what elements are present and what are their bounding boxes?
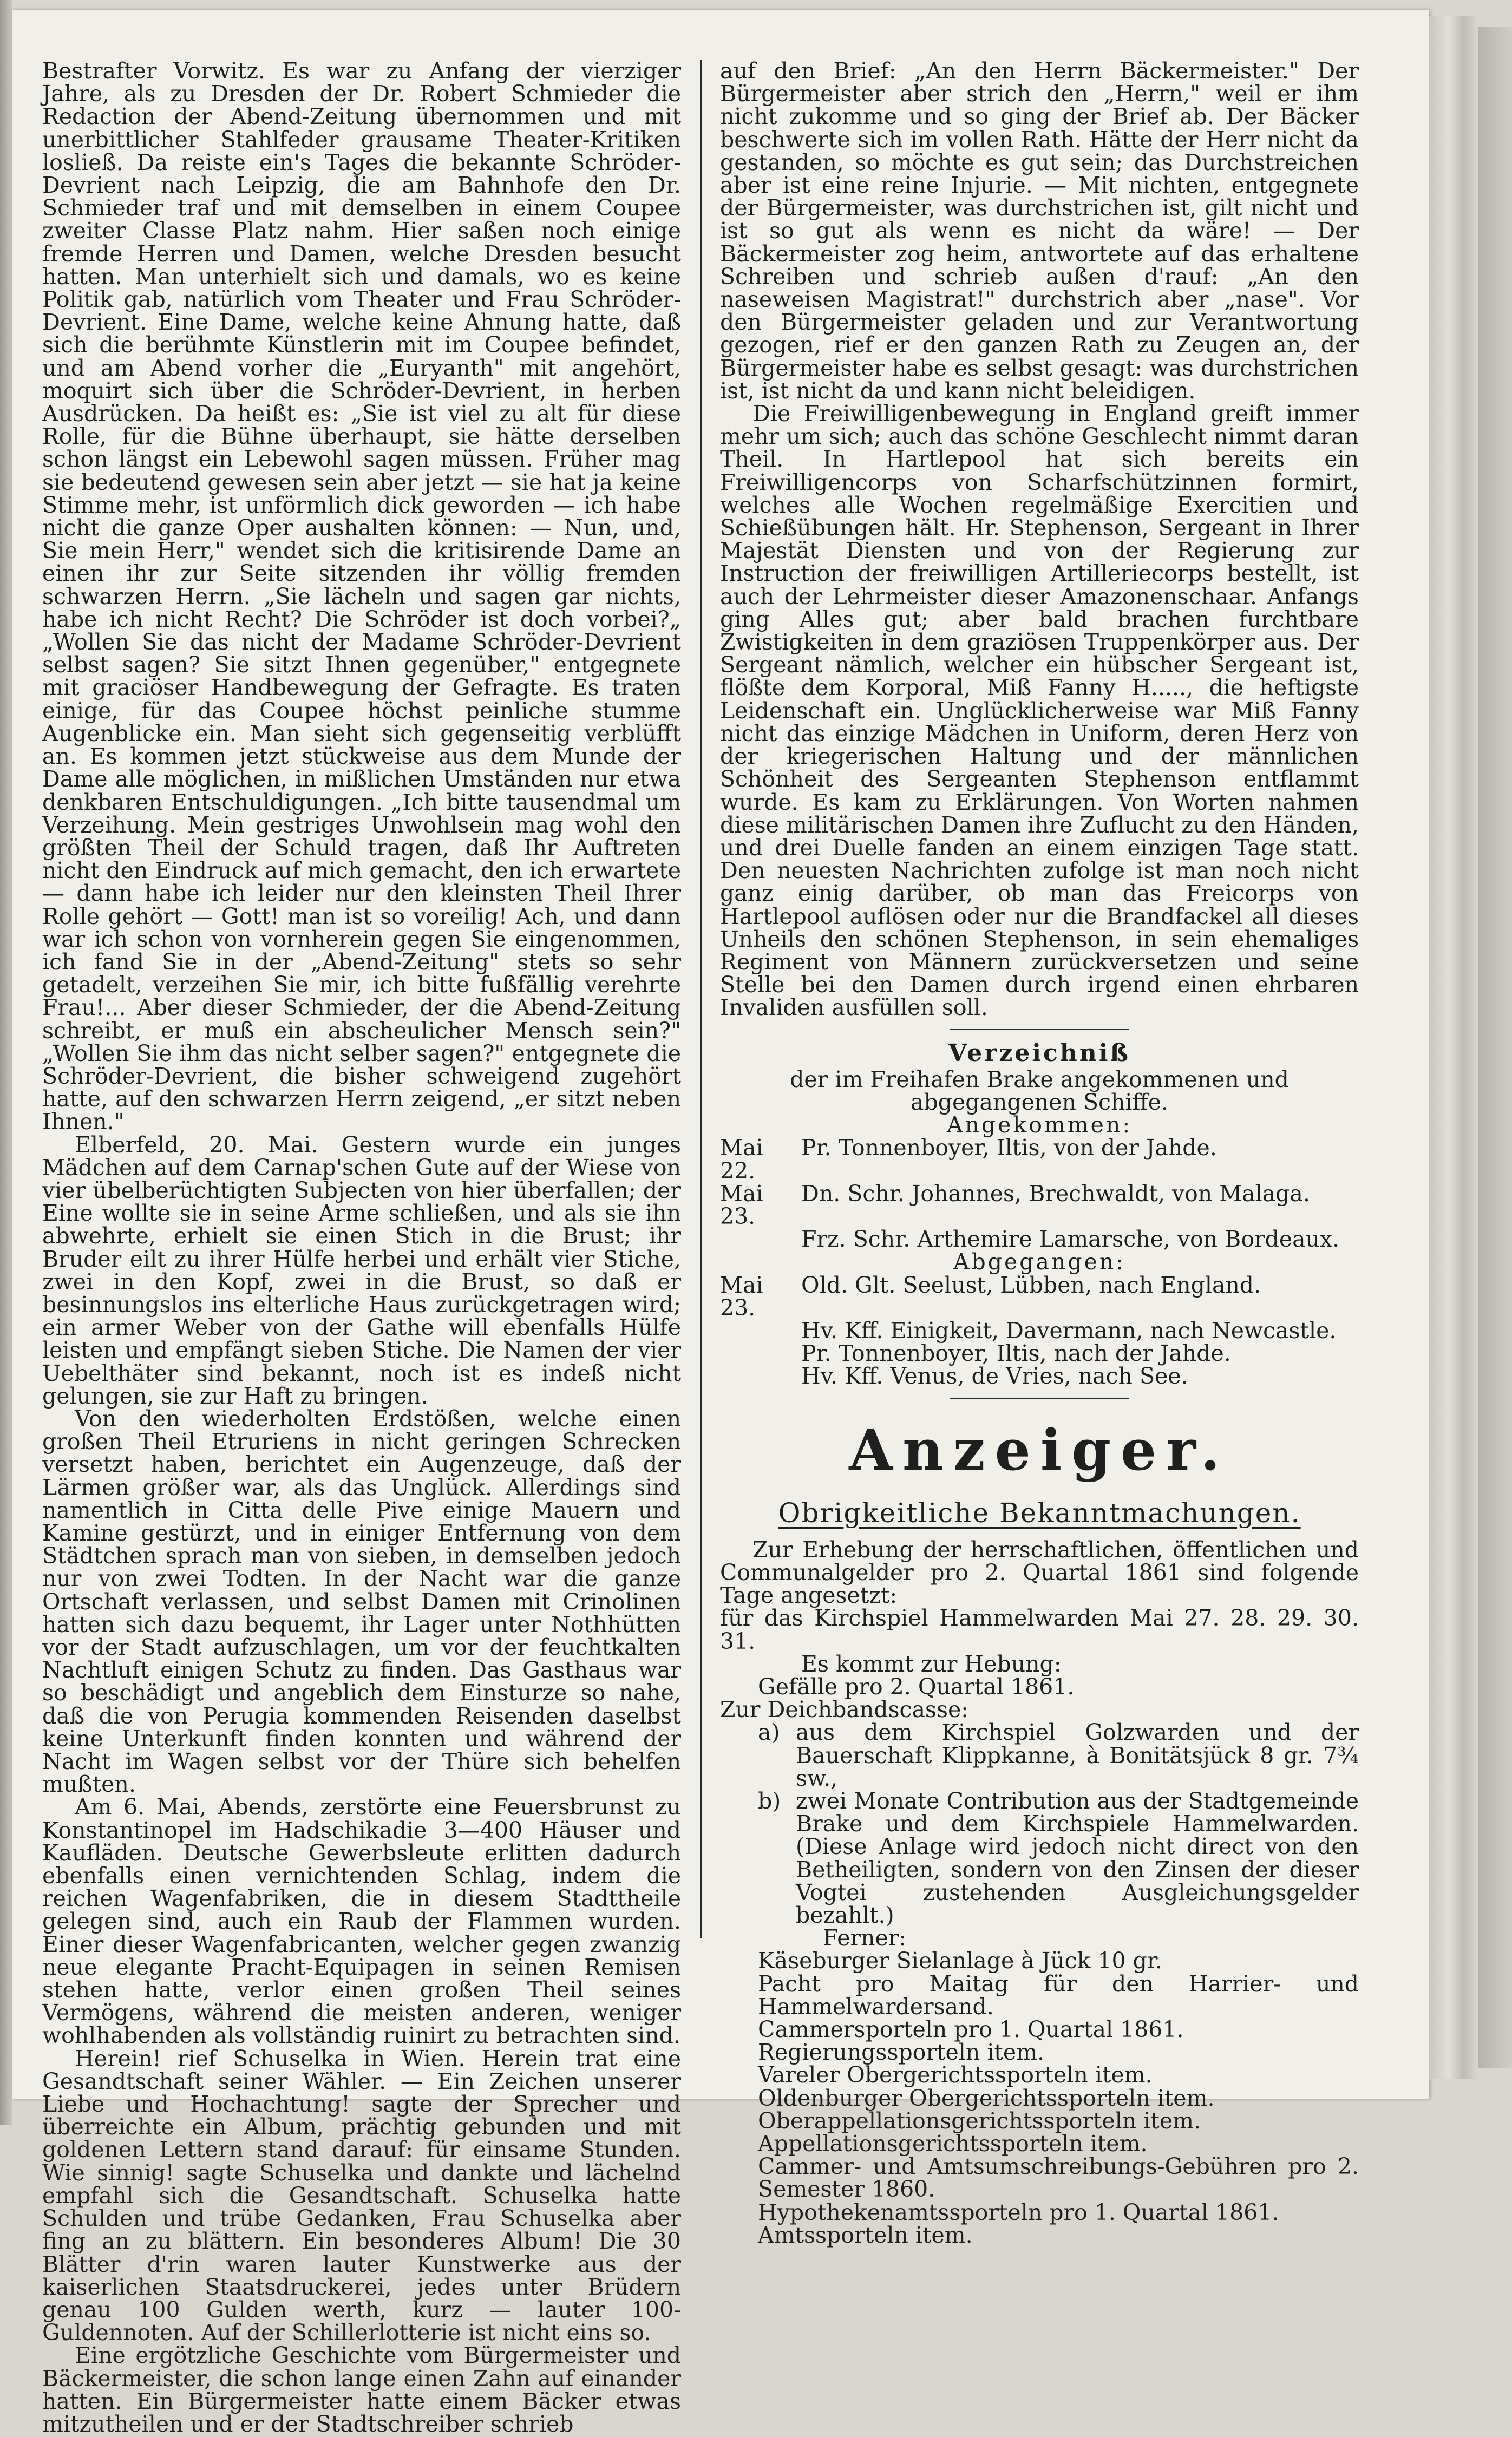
page-edge-back bbox=[1478, 27, 1512, 2068]
ship-row bbox=[720, 1363, 1359, 1390]
article-buergermeister: Eine ergötzliche Geschichte vom Bürgermeister und Bäckermeister, die schon lange einen Zahn auf einander hatten. Ein Bürgermeister hatte einem Bäcker etwas mitzutheilen und er der Stadtschreiber schrieb bbox=[42, 2342, 681, 2437]
section-rule bbox=[950, 1398, 1129, 1399]
ship-entry: Old. Glt. Seelust, Lübben, nach England. bbox=[801, 1272, 1261, 1298]
ads-line: Oldenburger Obergerichtssporteln item. bbox=[758, 2085, 1215, 2111]
ship-entry: Dn. Schr. Johannes, Brechwaldt, von Malaga. bbox=[801, 1180, 1310, 1207]
item-label: b) bbox=[758, 1788, 781, 1814]
item-text: zwei Monate Contribution aus der Stadtgemeinde Brake und dem Kirchspiele Hammelwarden. (Diese Anlage wird jedoch nicht direct von den Betheiligten, sondern von den Zinsen der dieser Vogtei zustehenden Ausgleichungsgelder bezahlt.) bbox=[796, 1788, 1359, 1929]
ads-line: Oberappellationsgerichtssporteln item. bbox=[758, 2107, 1201, 2134]
ads-ferner: Ferner: bbox=[823, 1925, 907, 1951]
ads-line: Cammer- und Amtsumschreibungs-Gebühren pro 2. Semester 1860. bbox=[758, 2153, 1359, 2203]
ship-entry: Pr. Tonnenboyer, Iltis, nach der Jahde. bbox=[801, 1340, 1231, 1367]
ship-date: Mai 23. bbox=[720, 1272, 763, 1321]
ship-row bbox=[720, 1136, 1359, 1182]
ship-row bbox=[720, 1226, 1359, 1253]
page-edge bbox=[1429, 16, 1478, 2079]
ship-date: Mai 23. bbox=[720, 1180, 763, 1229]
ships-title: Verzeichniß bbox=[948, 1039, 1130, 1067]
article-konstantinopel: Am 6. Mai, Abends, zerstörte eine Feuersbrunst zu Konstantinopel im Hadschikadie 3—400 Häuser und Kaufläden. Deutsche Gewerbsleute erlitten dadurch ebenfalls einen vernichtenden Schlag, indem die reichen Wagenfabriken, die in diesem Stadttheile gelegen sind, auch ein Raub der Flammen wurden. Einer dieser Wagenfabricanten, welcher gegen zwanzig neue elegante Pracht-Equipagen in seinen Remisen stehen hatte, verlor einen großen Theil seines Vermögens, während die meisten anderen, weniger wohlhabenden als vollständig ruinirt zu betrachten sind. bbox=[42, 1794, 681, 2049]
ads-line: Vareler Obergerichtssporteln item. bbox=[758, 2062, 1153, 2088]
left-column bbox=[42, 60, 681, 2435]
ship-date bbox=[720, 1342, 801, 1365]
ship-entry: Frz. Schr. Arthemire Lamarsche, von Bordeaux. bbox=[801, 1226, 1340, 1253]
ship-entry: Hv. Kff. Venus, de Vries, nach See. bbox=[801, 1363, 1188, 1390]
ship-date: Mai 22. bbox=[720, 1135, 763, 1184]
ship-date bbox=[720, 1319, 801, 1342]
item-label: a) bbox=[758, 1719, 780, 1746]
ads-line: Käseburger Sielanlage à Jück 10 gr. bbox=[758, 1948, 1163, 1974]
article-buergermeister-cont: auf den Brief: „An den Herrn Bäckermeister." Der Bürgermeister aber strich den „Herrn," weil er ihm nicht zukomme und so ging der Brief ab. Der Bäcker beschwerte sich im vollen Rath. Hätte der Herr nicht da gestanden, so möchte es gut sein; das Durchstreichen aber ist eine reine Injurie. — Mit nichten, entgegnete der Bürgermeister, was durchstrichen ist, gilt nicht und ist so gut als wenn es nicht da wäre! — Der Bäckermeister zog heim, antwortete auf das erhaltene Schreiben und schrieb außen d'rauf: „An den naseweisen Magistrat!" durchstrich aber „nase". Vor den Bürgermeister geladen und zur Verantwortung gezogen, rief er den ganzen Rath zu Zeugen an, der Bürgermeister habe es selbst gesagt: was durchstrichen ist, ist nicht da und kann nicht beleidigen. bbox=[720, 58, 1359, 404]
ads-hebung: Es kommt zur Hebung: bbox=[801, 1650, 1062, 1677]
ads-item-b bbox=[720, 1790, 1359, 1927]
ship-row bbox=[720, 1319, 1359, 1342]
section-rule bbox=[950, 1029, 1129, 1030]
ship-row bbox=[720, 1274, 1359, 1319]
ship-entry: Hv. Kff. Einigkeit, Davermann, nach Newcastle. bbox=[801, 1317, 1337, 1344]
ads-kirchspiel: für das Kirchspiel Hammelwarden Mai 27. 28. 29. 30. 31. bbox=[720, 1605, 1359, 1654]
bekanntmachungen-title: Obrigkeitliche Bekanntmachungen. bbox=[778, 1497, 1301, 1529]
ads-deich: Zur Deichbandscasse: bbox=[720, 1696, 969, 1723]
item-text: aus dem Kirchspiel Golzwarden und der Bauerschaft Klippkanne, à Bonitätsjück 8 gr. 7¾ sw., bbox=[796, 1719, 1359, 1791]
ads-line: Cammersporteln pro 1. Quartal 1861. bbox=[758, 2016, 1184, 2043]
ads-line: Pacht pro Maitag für den Harrier- und Hammelwardersand. bbox=[758, 1970, 1359, 2020]
ads-item-a bbox=[720, 1721, 1359, 1790]
ship-row bbox=[720, 1182, 1359, 1228]
ship-row bbox=[720, 1342, 1359, 1365]
ads-line: Amtssporteln item. bbox=[758, 2222, 973, 2248]
article-elberfeld: Elberfeld, 20. Mai. Gestern wurde ein junges Mädchen auf dem Carnap'schen Gute auf der Wiese von vier übelberüchtigten Subjecten von hier überfallen; der Eine wollte sie in seine Arme schließen, und als sie ihn abwehrte, erhielt sie einen Stich in die Brust; ihr Bruder eilt zu ihrer Hülfe herbei und erhält vier Stiche, zwei in den Kopf, zwei in die Brust, so daß er besinnungslos ins elterliche Haus zurückgetragen wird; ein armer Weber von der Gathe will ebenfalls Hülfe leisten und empfängt sieben Stiche. Die Namen der vier Uebelthäter sind bekannt, noch ist es indeß nicht gelungen, sie zur Haft zu bringen. bbox=[42, 1131, 681, 1409]
ads-gefaelle: Gefälle pro 2. Quartal 1861. bbox=[758, 1674, 1075, 1700]
article-bestrafter-vorwitz: Bestrafter Vorwitz. Es war zu Anfang der vierziger Jahre, als zu Dresden der Dr. Robert Schmieder die Redaction der Abend-Zeitung übernommen und mit unerbittlicher Stahlfeder grausame Theater-Kritiken losließ. Da reiste ein's Tages die bekannte Schröder-Devrient nach Leipzig, die am Bahnhofe den Dr. Schmieder traf und mit demselben in einem Coupee zweiter Classe Platz nahm. Hier saßen noch einige fremde Herren und Damen, welche Dresden besucht hatten. Man unterhielt sich und damals, wo es keine Politik gab, natürlich vom Theater und Frau Schröder-Devrient. Eine Dame, welche keine Ahnung hatte, daß sich die berühmte Künstlerin mit im Coupee befindet, und am Abend vorher die „Euryanth" mit angehört, moquirt sich über die Schröder-Devrient, in herben Ausdrücken. Da heißt es: „Sie ist viel zu alt für diese Rolle, für die Bühne überhaupt, sie hätte derselben schon längst ein Lebewohl sagen müssen. Früher mag sie bedeutend gewesen sein aber jetzt — sie hat ja keine Stimme mehr, ist unförmlich dick geworden — ich habe nicht die ganze Oper aushalten können: — Nun, und, Sie mein Herr," wendet sich die kritisirende Dame an einen ihr zur Seite sitzenden ihr völlig fremden schwarzen Herrn. „Sie lächeln und sagen gar nichts, habe ich nicht Recht? Die Schröder ist doch vorbei?„ „Wollen Sie das nicht der Madame Schröder-Devrient selbst sagen? Sie sitzt Ihnen gegenüber," entgegnete mit graciöser Handbewegung der Gefragte. Es traten einige, für das Coupee höchst peinliche stumme Augenblicke ein. Man sieht sich gegenseitig verblüfft an. Es kommen jetzt stückweise aus dem Munde der Dame alle möglichen, in mißlichen Umständen nur etwa denkbaren Entschuldigungen. „Ich bitte tausendmal um Verzeihung. Mein gestriges Unwohlsein mag wohl den größten Theil der Schuld tragen, daß Ihr Auftreten nicht den Eindruck auf mich gemacht, den ich erwartete — dann habe ich leider nur den kleinsten Theil Ihrer Rolle gehört — Gott! man ist so voreilig! Ach, und dann war ich schon von vornherein gegen Sie eingenommen, ich fand Sie in der „Abend-Zeitung" stets so sehr getadelt, verzeihen Sie mir, ich bitte fußfällig verehrte Frau!... Aber dieser Schmieder, der die Abend-Zeitung schreibt, er muß ein abscheulicher Mensch sein?" „Wollen Sie ihm das nicht selber sagen?" entgegnete die Schröder-Devrient, die bisher schweigend zugehört hatte, auf den schwarzen Herrn zeigend, „er sitzt neben Ihnen." bbox=[42, 58, 682, 1135]
column-divider bbox=[700, 60, 702, 1938]
departed-heading: Abgegangen: bbox=[953, 1249, 1126, 1275]
article-freiwillige: Die Freiwilligenbewegung in England greift immer mehr um sich; auch das schöne Geschlecht nimmt daran Theil. In Hartlepool hat sich bereits ein Freiwilligencorps von Scharfschützinnen formirt, welches alle Wochen regelmäßige Exercitien und Schießübungen hält. Hr. Stephenson, Sergeant in Ihrer Majestät Diensten und von der Regierung zur Instruction der freiwilligen Artilleriecorps bestellt, ist auch der Lehrmeister dieser Amazonenschaar. Anfangs ging Alles gut; aber bald brachen furchtbare Zwistigkeiten in dem graziösen Truppenkörper aus. Der Sergeant nämlich, welcher ein hübscher Sergeant ist, flößte dem Korporal, Miß Fanny H....., die heftigste Leidenschaft ein. Unglücklicherweise war Miß Fanny nicht das einzige Mädchen in Uniform, deren Herz von der kriegerischen Haltung und der männlichen Schönheit des Sergeanten Stephenson entflammt wurde. Es kam zu Erklärungen. Von Worten nahmen diese militärischen Damen ihre Zuflucht zu den Händen, und drei Duelle fanden an einem einzigen Tage statt. Den neuesten Nachrichten zufolge ist man noch nicht ganz einig darüber, ob man das Freicorps von Hartlepool auflösen oder nur die Brandfackel all dieses Unheils den schönen Stephenson, in sein ehemaliges Regiment von Männern zurückversetzen und seine Stelle bei den Damen durch irgend einen ehrbaren Invaliden ausfüllen soll. bbox=[720, 401, 1359, 1021]
right-column bbox=[720, 60, 1359, 2246]
article-schuselka: Herein! rief Schuselka in Wien. Herein trat eine Gesandtschaft seiner Wähler. — Ein Zeichen unserer Liebe und Hochachtung! sagte der Sprecher und überreichte ein Album, prächtig gebunden und mit goldenen Lettern stand darauf: für einsame Stunden. Wie sinnig! sagte Schuselka und dankte und lächelnd empfahl sich die Gesandtschaft. Schuselka hatte Schulden und trübe Gedanken, Frau Schuselka aber fing an zu blättern. Ein besonderes Album! Die 30 Blätter d'rin waren lauter Kunstwerke aus der kaiserlichen Staatsdruckerei, jedes unter Brüdern genau 100 Gulden werth, kurz — lauter 100-Guldennoten. Auf der Schillerlotterie ist nicht eins so. bbox=[42, 2045, 681, 2346]
ads-line: Hypothekenamtssporteln pro 1. Quartal 1861. bbox=[758, 2199, 1279, 2225]
arrived-heading: Angekommen: bbox=[946, 1112, 1133, 1138]
ads-line: Appellationsgerichtssporteln item. bbox=[758, 2131, 1148, 2157]
ships-subtitle: der im Freihafen Brake angekommenen und abgegangenen Schiffe. bbox=[790, 1066, 1289, 1115]
ship-date bbox=[720, 1365, 801, 1387]
anzeiger-title: Anzeiger. bbox=[849, 1416, 1230, 1483]
ship-date bbox=[720, 1228, 801, 1250]
ads-intro: Zur Erhebung der herrschaftlichen, öffentlichen und Communalgelder pro 2. Quartal 1861 sind folgende Tage angesetzt: bbox=[720, 1536, 1359, 1609]
book-spine bbox=[0, 0, 12, 2125]
article-erdstoesse: Von den wiederholten Erdstößen, welche einen großen Theil Etruriens in nicht geringen Schrecken versetzt haben, berichtet ein Augenzeuge, daß der Lärmen größer war, als das Unglück. Allerdings sind namentlich in Citta delle Pive einige Mauern und Kamine gestürzt, und in einiger Entfernung von dem Städtchen sprach man von sieben, in demselben jedoch nur von zwei Todten. In der Nacht war die ganze Ortschaft verlassen, und selbst Damen mit Crinolinen hatten sich dazu bequemt, ihr Lager unter Nothhütten vor der Stadt aufzuschlagen, um vor der feuchtkalten Nachtluft einigen Schutz zu finden. Das Gasthaus war so beschädigt und angeblich dem Einsturze so nahe, daß die von Perugia kommenden Reisenden daselbst keine Unterkunft finden konnten und während der Nacht im Wagen selbst vor der Thüre sich behelfen mußten. bbox=[42, 1405, 681, 1798]
ads-line: Regierungssporteln item. bbox=[758, 2039, 1045, 2066]
ship-entry: Pr. Tonnenboyer, Iltis, von der Jahde. bbox=[801, 1135, 1217, 1161]
